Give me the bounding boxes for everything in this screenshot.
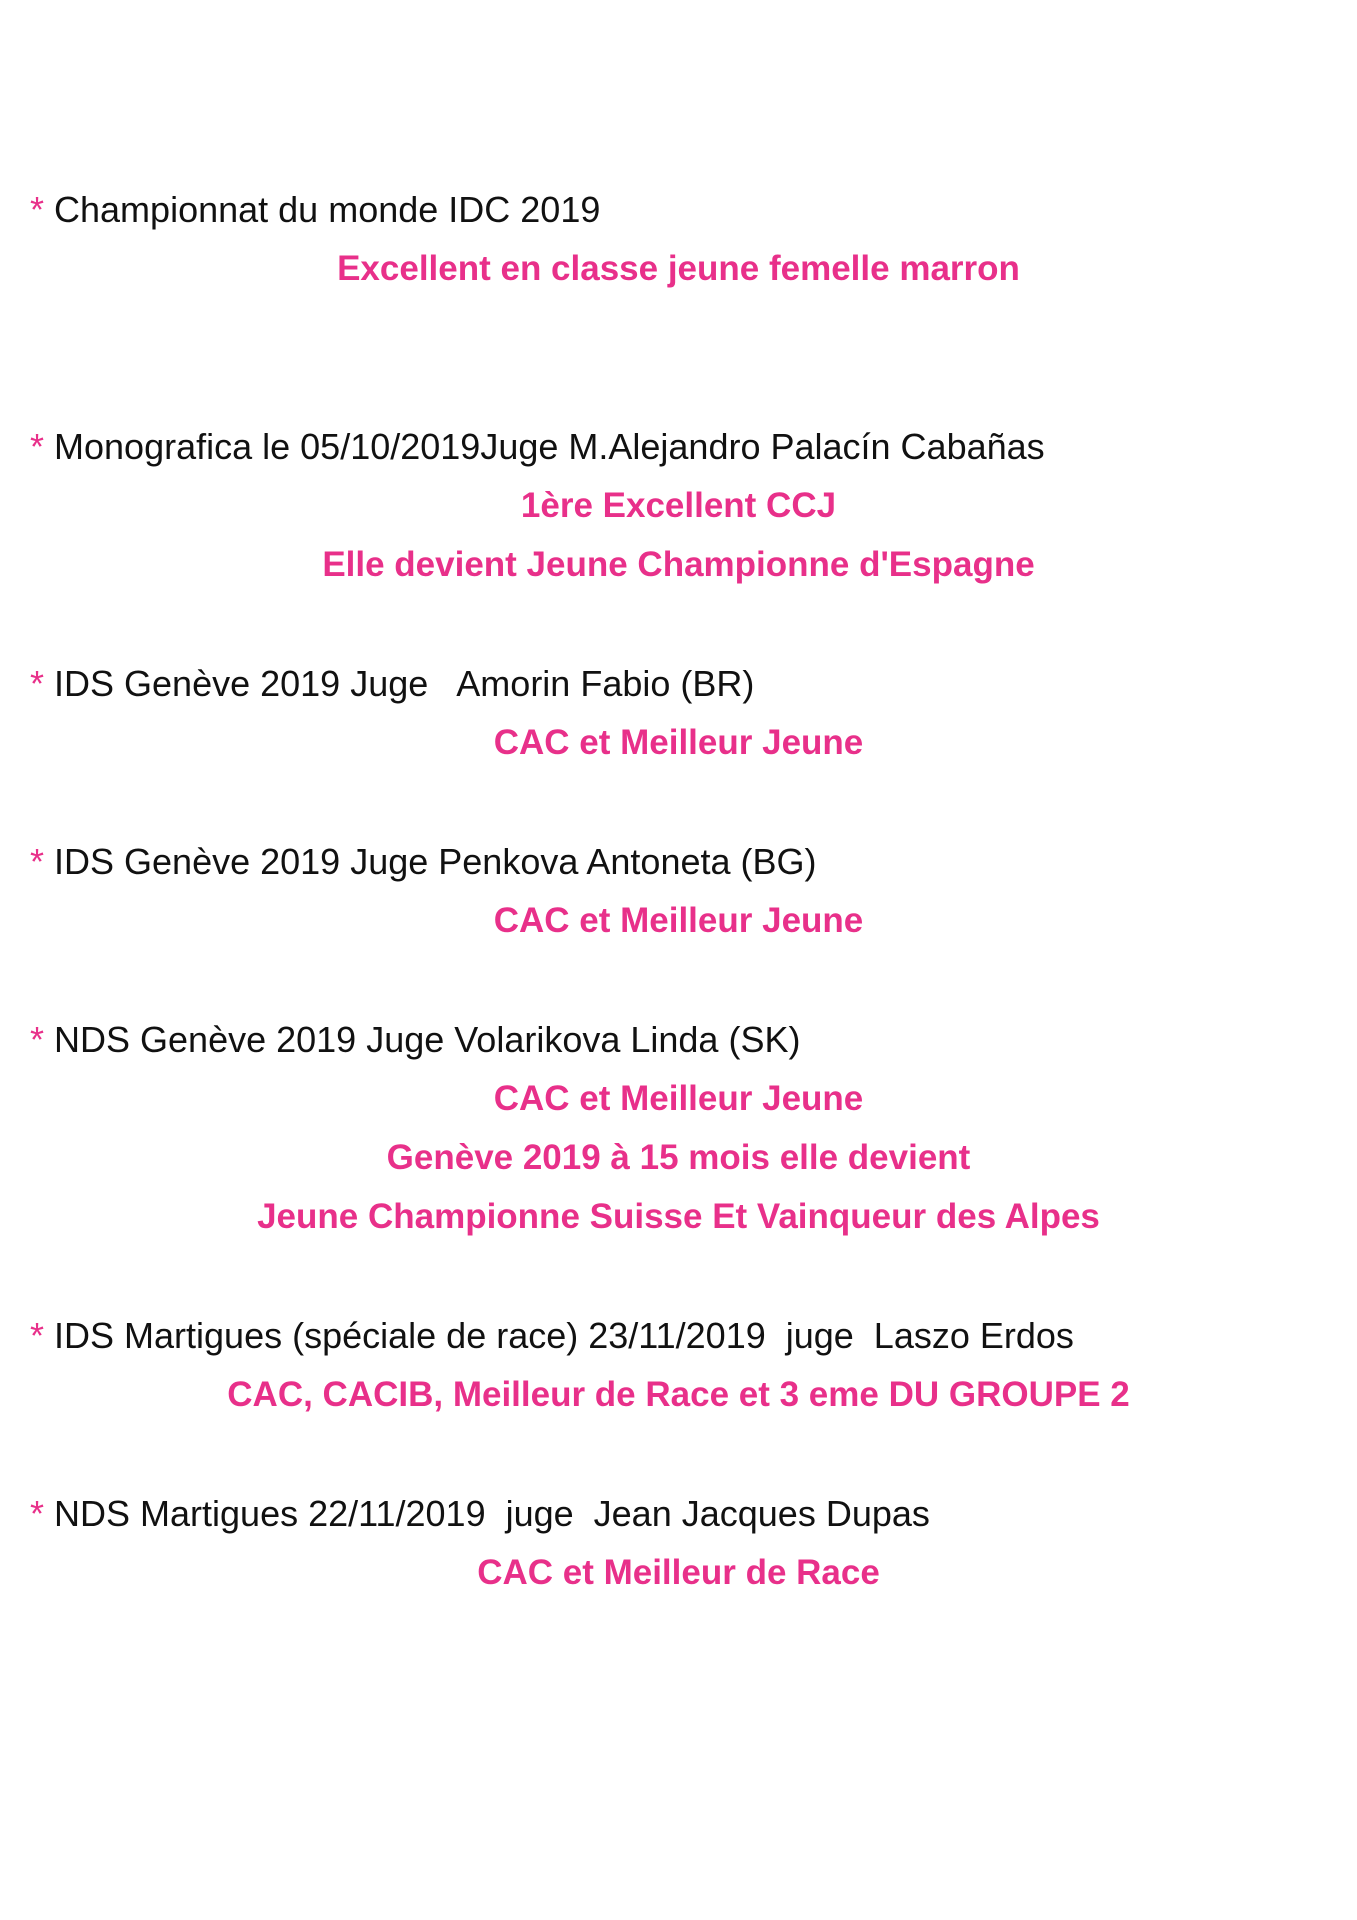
result-line: CAC, CACIB, Meilleur de Race et 3 eme DU GROUPE 2	[227, 1375, 1130, 1414]
result-line: CAC et Meilleur Jeune	[493, 723, 864, 762]
heading-text: Championnat du monde IDC 2019	[54, 189, 601, 230]
entry-heading	[30, 425, 1045, 469]
entry-heading	[30, 840, 817, 884]
bullet-asterisk: *	[30, 1019, 45, 1060]
result-line: Jeune Championne Suisse Et Vainqueur des Alpes	[257, 1197, 1100, 1236]
bullet-asterisk: *	[30, 1493, 45, 1534]
bullet-asterisk: *	[30, 663, 45, 704]
heading-text: IDS Martigues (spéciale de race) 23/11/2019 juge Laszo Erdos	[54, 1315, 1074, 1356]
bullet-asterisk: *	[30, 841, 45, 882]
result-line: CAC et Meilleur Jeune	[493, 1079, 864, 1118]
bullet-asterisk: *	[30, 189, 45, 230]
heading-text: IDS Genève 2019 Juge Amorin Fabio (BR)	[54, 663, 755, 704]
entry-heading	[30, 1314, 1074, 1358]
result-line: Genève 2019 à 15 mois elle devient	[386, 1138, 971, 1177]
heading-text: IDS Genève 2019 Juge Penkova Antoneta (BG)	[54, 841, 817, 882]
result-line: Excellent en classe jeune femelle marron	[337, 249, 1020, 288]
bullet-asterisk: *	[30, 426, 45, 467]
result-line: CAC et Meilleur de Race	[477, 1553, 880, 1592]
bullet-asterisk: *	[30, 1315, 45, 1356]
result-line: CAC et Meilleur Jeune	[493, 901, 864, 940]
heading-text: Monografica le 05/10/2019Juge M.Alejandro Palacín Cabañas	[54, 426, 1045, 467]
entry-heading	[30, 188, 600, 232]
result-line: 1ère Excellent CCJ	[520, 486, 837, 525]
entry-heading	[30, 1018, 800, 1062]
entry-heading	[30, 662, 754, 706]
heading-text: NDS Genève 2019 Juge Volarikova Linda (SK)	[54, 1019, 801, 1060]
result-line: Elle devient Jeune Championne d'Espagne	[322, 545, 1035, 584]
entry-heading	[30, 1492, 930, 1536]
heading-text: NDS Martigues 22/11/2019 juge Jean Jacques Dupas	[54, 1493, 930, 1534]
